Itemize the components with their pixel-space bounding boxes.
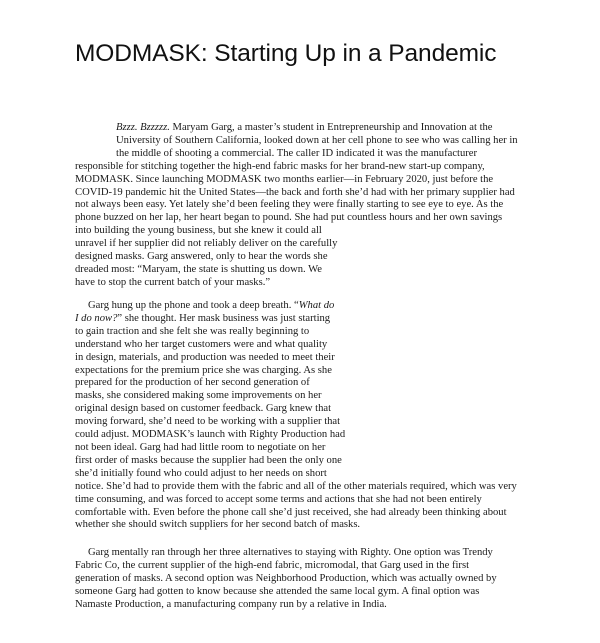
paragraph-line: moving forward, she’d need to be working with a supplier that (75, 416, 341, 428)
paragraph-line: unravel if her supplier did not reliably deliver on the carefully (75, 238, 338, 250)
paragraph-line: Garg mentally ran through her three alternatives to staying with Righty. One option was Trendy (88, 547, 493, 558)
paragraph-line: comfortable with. Even before the phone call she’d just received, she had already been thinking about (75, 506, 507, 518)
paragraph-line: understand who her target customers were and what quality (75, 338, 328, 350)
paragraph-line: could adjust. MODMASK’s launch with Righty Production had (75, 429, 346, 441)
paragraph-line: dreaded most: “Maryam, the state is shutting us down. We (75, 263, 322, 275)
paragraph-line-text: Garg hung up the phone and took a deep breath. “What do (88, 300, 335, 311)
paragraph-line: expectations for the premium price she was charging. As she (75, 364, 332, 376)
paragraph-line-text: Maryam Garg, a master’s student in Entrepreneurship and Innovation at the (172, 122, 493, 133)
paragraph-line: MODMASK. Since launching MODMASK two months earlier—in February 2020, just before the (75, 173, 494, 185)
paragraph-line: designed masks. Garg answered, only to hear the words she (75, 251, 328, 263)
paragraph-line: the middle of shooting a commercial. The caller ID indicated it was the manufacturer (116, 147, 478, 159)
paragraph-line (75, 313, 577, 326)
paragraph-line: generation of masks. A second option was Neighborhood Production, which was actually owned by (75, 572, 497, 584)
paragraph-line: responsible for stitching together the high-end fabric masks for her brand-new start-up company, (75, 160, 485, 172)
paragraph-line: Fabric Co, the current supplier of the high-end fabric, micromodal, that Garg used in the first (75, 559, 470, 571)
paragraph-line: phone buzzed on her lap, her heart began to pound. She had put countless hours and her own savings (75, 212, 503, 224)
paragraph-line: first order of masks because the supplier had been the only one (75, 454, 342, 466)
paragraph-line: in design, materials, and production was needed to meet their (75, 351, 335, 363)
paragraph-line: masks, she considered making some improvements on her (75, 390, 322, 402)
paragraph-line: Namaste Production, a manufacturing company run by a relative in India. (75, 598, 387, 610)
paragraph-line: someone Garg had gotten to know because she attended the same local gym. A final option was (75, 585, 480, 597)
paragraph-line: whether she should switch suppliers for her second batch of masks. (75, 519, 361, 531)
buzz-sound-text: Bzzz. Bzzzzz. (116, 122, 170, 133)
paragraph-1 (75, 122, 577, 290)
paragraph-line: she’d initially found who could adjust to her needs on short (75, 467, 327, 479)
paragraph-line: time consuming, and was forced to accept some terms and actions that she had not been entirely (75, 493, 482, 505)
paragraph-line: have to stop the current batch of your masks.” (75, 276, 271, 288)
paragraph-line: University of Southern California, looked down at her cell phone to see who was calling her in (116, 134, 518, 146)
quoted-thought-text: What do (298, 300, 335, 311)
quoted-thought-text: I do now? (75, 312, 118, 324)
paragraph-line: prepared for the production of her second generation of (75, 377, 310, 389)
paragraph-line: not been ideal. Garg had had little room to negotiate on her (75, 441, 326, 453)
paragraph-line-text: I do now?” she thought. Her mask business was just starting (75, 312, 331, 324)
paragraph-2 (75, 300, 577, 532)
paragraph-3 (75, 547, 577, 612)
page-title: MODMASK: Starting Up in a Pandemic (75, 40, 497, 67)
paragraph-line: notice. She’d had to provide them with the fabric and all of the other materials required, which was very (75, 480, 517, 492)
paragraph-line: not always been easy. Yet lately she’d been feeling they were finally starting to see eye to eye. As the (75, 199, 504, 211)
paragraph-line: COVID-19 pandemic hit the United States—the back and forth she’d had with her primary supplier had (75, 186, 515, 198)
paragraph-line: into building the young business, but she knew it could all (75, 225, 322, 237)
paragraph-line: original design based on customer feedback. Garg knew that (75, 403, 332, 415)
paragraph-line (75, 300, 577, 313)
paragraph-line: to gain traction and she felt she was really beginning to (75, 325, 310, 337)
paragraph-line (75, 122, 577, 135)
